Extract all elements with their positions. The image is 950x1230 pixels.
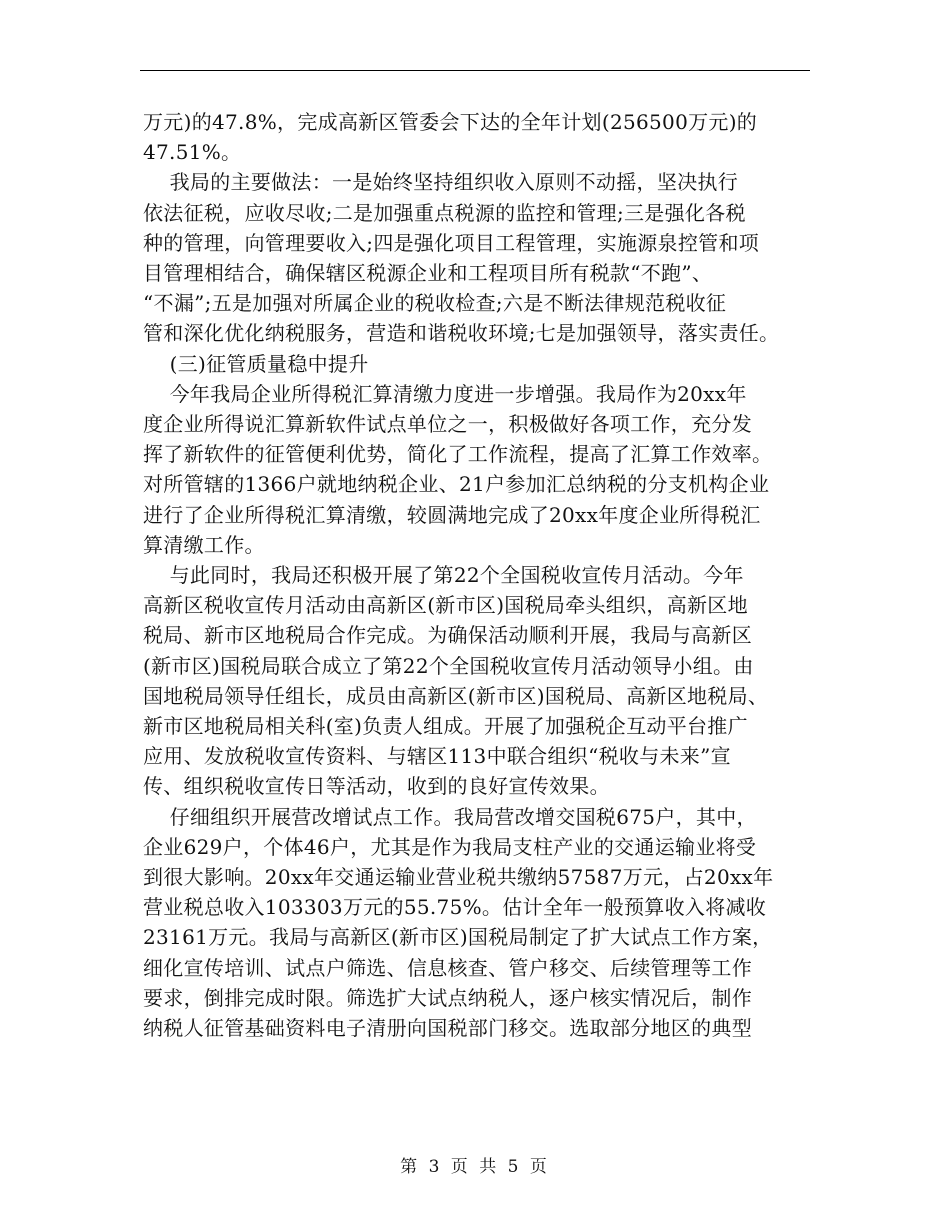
header-rule [140, 70, 810, 71]
text-line: 管和深化优化纳税服务，营造和谐税收环境;七是加强领导，落实责任。 [143, 321, 780, 346]
text-line: “不漏”;五是加强对所属企业的税收检查;六是不断法律规范税收征 [143, 291, 727, 316]
text-line: 纳税人征管基础资料电子清册向国税部门移交。选取部分地区的典型 [143, 1016, 752, 1041]
text-line: 度企业所得说汇算新软件试点单位之一，积极做好各项工作，充分发 [143, 412, 752, 437]
text-line: 高新区税收宣传月活动由高新区(新市区)国税局牵头组织，高新区地 [143, 593, 748, 618]
text-line: 我局的主要做法：一是始终坚持组织收入原则不动摇，坚决执行 [143, 170, 739, 195]
text-line: 万元)的47.8%，完成高新区管委会下达的全年计划(256500万元)的 [143, 110, 758, 134]
text-line: 传、组织税收宣传日等活动，收到的良好宣传效果。 [143, 774, 610, 799]
text-line: 应用、发放税收宣传资料、与辖区113中联合组织“税收与未来”宣 [143, 744, 731, 769]
text-line: 今年我局企业所得税汇算清缴力度进一步增强。我局作为20xx年 [143, 381, 747, 406]
text-line: 目管理相结合，确保辖区税源企业和工程项目所有税款“不跑”、 [143, 261, 713, 286]
text-line: 要求，倒排完成时限。筛选扩大试点纳税人，逐户核实情况后，制作 [143, 985, 752, 1010]
text-line: 到很大影响。20xx年交通运输业营业税共缴纳57587万元，占20xx年 [143, 865, 774, 890]
text-line: 依法征税，应收尽收;二是加强重点税源的监控和管理;三是强化各税 [143, 200, 746, 225]
text-line: 进行了企业所得税汇算清缴，较圆满地完成了20xx年度企业所得税汇 [143, 502, 761, 527]
text-line: 仔细组织开展营改增试点工作。我局营改增交国税675户，其中， [143, 804, 757, 829]
text-line: 企业629户，个体46户，尤其是作为我局支柱产业的交通运输业将受 [143, 834, 757, 859]
text-line: 与此同时，我局还积极开展了第22个全国税收宣传月活动。今年 [143, 563, 744, 588]
text-line: 47.51%。 [143, 140, 242, 165]
text-line: 23161万元。我局与高新区(新市区)国税局制定了扩大试点工作方案， [143, 925, 773, 950]
text-line: 对所管辖的1366户就地纳税企业、21户参加汇总纳税的分支机构企业 [143, 472, 770, 497]
page-number: 第 3 页 共 5 页 [400, 1157, 550, 1177]
text-line: (三)征管质量稳中提升 [143, 351, 369, 376]
text-line: 算清缴工作。 [143, 532, 265, 557]
text-line: 挥了新软件的征管便利优势，简化了工作流程，提高了汇算工作效率。 [143, 442, 773, 467]
body-text [143, 107, 813, 1043]
text-line: (新市区)国税局联合成立了第22个全国税收宣传月活动领导小组。由 [143, 653, 754, 678]
text-line: 细化宣传培训、试点户筛选、信息核查、管户移交、后续管理等工作 [143, 955, 752, 980]
text-line: 新市区地税局相关科(室)负责人组成。开展了加强税企互动平台推广 [143, 714, 748, 739]
text-line: 营业税总收入103303万元的55.75%。估计全年一般预算收入将减收 [143, 895, 767, 920]
text-line: 国地税局领导任组长，成员由高新区(新市区)国税局、高新区地税局、 [143, 683, 769, 708]
text-line: 税局、新市区地税局合作完成。为确保活动顺利开展，我局与高新区 [143, 623, 752, 648]
text-line: 种的管理，向管理要收入;四是强化项目工程管理，实施源泉控管和项 [143, 230, 760, 255]
